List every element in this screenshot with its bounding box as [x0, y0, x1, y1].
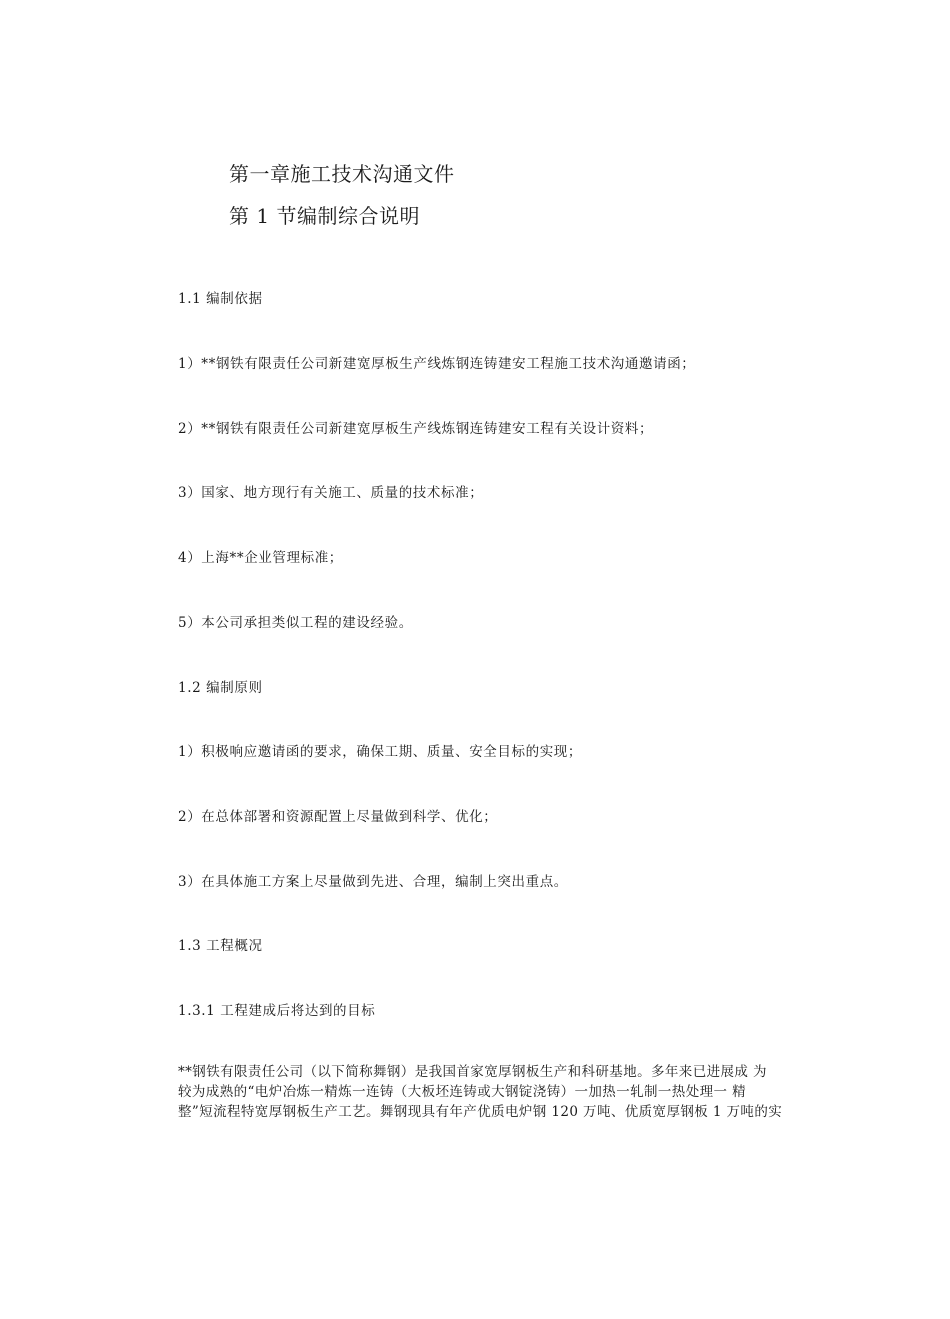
list-item: 2）在总体部署和资源配置上尽量做到科学、优化； — [178, 809, 498, 825]
section-title: 第 1 节编制综合说明 — [229, 204, 420, 228]
paragraph-line: 整”短流程特宽厚钢板生产工艺。舞钢现具有年产优质电炉钢 120 万吨、优质宽厚钢板 1 万吨的实 — [178, 1104, 783, 1120]
subsection-heading-1-1: 1.1 编制依据 — [178, 291, 263, 307]
list-item: 3）国家、地方现行有关施工、质量的技术标准； — [178, 485, 484, 501]
list-item: 2）**钢铁有限责任公司新建宽厚板生产线炼钢连铸建安工程有关设计资料； — [178, 421, 654, 437]
list-item: 1）积极响应邀请函的要求，确保工期、质量、安全目标的实现； — [178, 744, 582, 760]
paragraph-line: 较为成熟的“电炉冶炼一精炼一连铸（大板坯连铸或大钢锭浇铸）一加热一轧制一热处理一 精 — [178, 1084, 746, 1100]
subsection-heading-1-3: 1.3 工程概况 — [178, 938, 263, 954]
subsection-heading-1-2: 1.2 编制原则 — [178, 680, 263, 696]
list-item: 5）本公司承担类似工程的建设经验。 — [178, 615, 413, 631]
list-item: 3）在具体施工方案上尽量做到先进、合理，编制上突出重点。 — [178, 874, 568, 890]
list-item: 4）上海**企业管理标准； — [178, 550, 343, 566]
list-item: 1）**钢铁有限责任公司新建宽厚板生产线炼钢连铸建安工程施工技术沟通邀请函； — [178, 356, 696, 372]
chapter-title: 第一章施工技术沟通文件 — [229, 162, 455, 186]
paragraph-line: **钢铁有限责任公司（以下简称舞钢）是我国首家宽厚钢板生产和科研基地。多年来已进展成 为 — [178, 1064, 767, 1080]
body-paragraph — [178, 1062, 878, 1122]
subsection-heading-1-3-1: 1.3.1 工程建成后将达到的目标 — [178, 1003, 376, 1019]
